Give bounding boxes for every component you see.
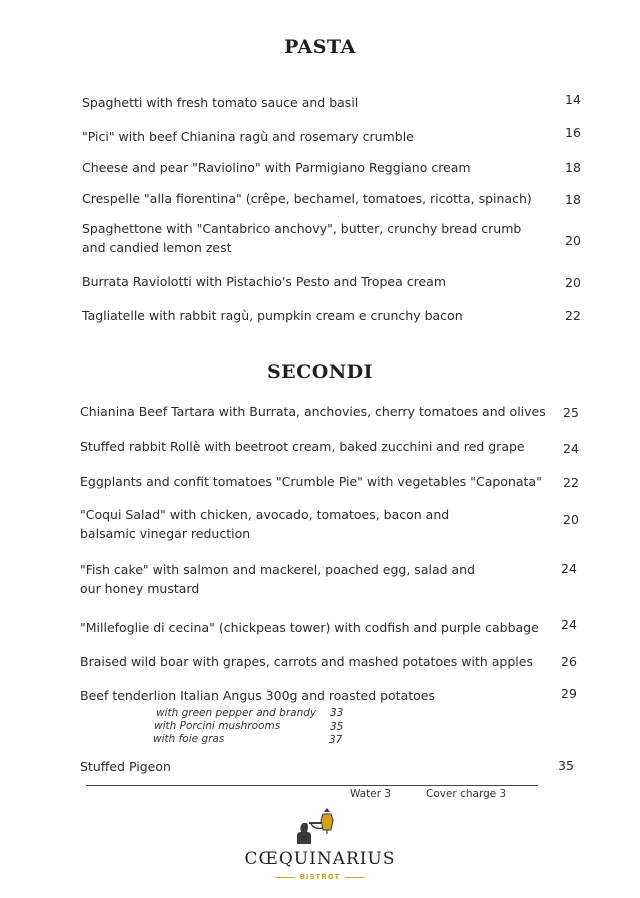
menu-item-price: 16: [565, 125, 581, 140]
option-price: 37: [329, 734, 343, 746]
logo-lantern-icon: [293, 806, 339, 846]
menu-item-price: 24: [563, 441, 579, 456]
menu-item-name: Crespelle "alla fiorentina" (crêpe, bechamel, tomatoes, ricotta, spinach): [82, 191, 532, 206]
cover-charge: Cover charge 3: [426, 788, 507, 800]
menu-item-name: Stuffed Pigeon: [80, 759, 171, 774]
menu-item-price: 24: [561, 561, 577, 576]
water-charge: Water 3: [350, 788, 392, 800]
menu-item-price: 14: [565, 92, 581, 107]
menu-item-name: Spaghettone with "Cantabrico anchovy", butter, crunchy bread crumb: [82, 221, 522, 236]
menu-item-name-cont: balsamic vinegar reduction: [80, 526, 251, 541]
option-label: with Porcini mushrooms: [154, 720, 281, 732]
menu-item-name-cont: our honey mustard: [80, 581, 200, 596]
menu-item-name: "Pici" with beef Chianina ragù and rosemary crumble: [82, 129, 414, 144]
brand-line-right: [345, 877, 365, 878]
divider: [86, 785, 538, 786]
option-label: with foie gras: [153, 733, 225, 745]
menu-item-price: 18: [565, 192, 581, 207]
menu-item-price: 26: [561, 654, 577, 669]
menu-item-price: 18: [565, 160, 581, 175]
menu-item-price: 24: [561, 617, 577, 632]
pasta-heading: PASTA: [284, 36, 356, 58]
menu-item-price: 35: [558, 758, 574, 773]
menu-item-name: Chianina Beef Tartara with Burrata, anchovies, cherry tomatoes and olives: [80, 404, 546, 419]
menu-item-name: Spaghetti with fresh tomato sauce and basil: [82, 95, 359, 110]
menu-item-name: Braised wild boar with grapes, carrots and mashed potatoes with apples: [80, 654, 533, 669]
menu-item-name: "Millefoglie di cecina" (chickpeas tower) with codfish and purple cabbage: [80, 620, 539, 635]
brand-logo-text: CŒQUINARIUS: [244, 849, 396, 869]
option-price: 35: [330, 721, 344, 733]
brand-sub-label: BISTROT: [299, 873, 341, 881]
menu-item-name: Eggplants and confit tomatoes "Crumble Pie" with vegetables "Caponata": [80, 474, 542, 489]
menu-item-name-cont: and candied lemon zest: [82, 240, 232, 255]
menu-item-name: Cheese and pear "Raviolino" with Parmigiano Reggiano cream: [82, 160, 471, 175]
secondi-heading: SECONDI: [266, 361, 374, 383]
menu-item-price: 22: [563, 475, 579, 490]
menu-item-price: 20: [565, 233, 581, 248]
menu-item-price: 29: [561, 686, 577, 701]
menu-item-name: Stuffed rabbit Rollè with beetroot cream, baked zucchini and red grape: [80, 439, 525, 454]
menu-item-price: 22: [565, 308, 581, 323]
menu-item-name: "Fish cake" with salmon and mackerel, poached egg, salad and: [80, 562, 476, 577]
menu-item-name: Burrata Raviolotti with Pistachio's Pesto and Tropea cream: [82, 274, 446, 289]
menu-item-price: 20: [565, 275, 581, 290]
menu-item-price: 25: [563, 405, 579, 420]
brand-line-left: [275, 877, 295, 878]
menu-item-name: Tagliatelle with rabbit ragù, pumpkin cream e crunchy bacon: [82, 308, 463, 323]
menu-item-price: 20: [563, 512, 579, 527]
menu-item-name: "Coqui Salad" with chicken, avocado, tomatoes, bacon and: [80, 507, 450, 522]
brand-sub-text: [0, 873, 640, 881]
option-price: 33: [330, 707, 344, 719]
menu-item-name: Beef tenderlion Italian Angus 300g and roasted potatoes: [80, 688, 435, 703]
option-label: with green pepper and brandy: [156, 707, 317, 719]
